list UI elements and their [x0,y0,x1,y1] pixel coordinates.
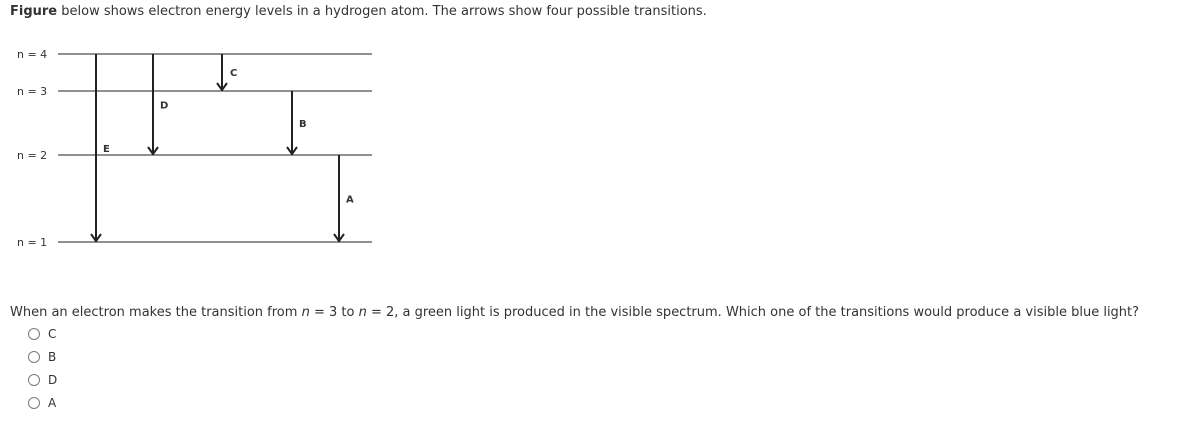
question-part-3: = 2, a green light is produced in the visible spectrum. Which one of the transitions would produce a visible blue light? [366,305,1140,320]
option-c[interactable] [28,322,57,345]
option-label: B [48,349,57,364]
option-label: C [48,326,57,341]
transition-label-b: B [299,119,307,130]
energy-level-diagram [0,0,400,260]
answer-options [28,322,57,414]
energy-level-label-n4: n = 4 [17,48,48,61]
radio-button[interactable] [28,328,40,340]
question-part-2: = 3 to [309,305,359,320]
option-a[interactable] [28,391,57,414]
transition-arrow-c [217,54,237,90]
radio-button[interactable] [28,374,40,386]
energy-level-label-n1: n = 1 [17,236,48,249]
figure-word: Figure [10,4,58,19]
transition-label-d: D [160,100,169,112]
option-label: A [48,395,57,410]
radio-button[interactable] [28,351,40,363]
transition-label-e: E [103,144,110,155]
option-label: D [48,372,58,387]
intro-sentence: below shows electron energy levels in a hydrogen atom. The arrows show four possible transitions. [57,4,707,19]
energy-level-label-n3: n = 3 [17,85,48,98]
radio-button[interactable] [28,397,40,409]
option-d[interactable] [28,368,57,391]
transition-arrow-b [287,91,307,154]
question-var-n-2: n [358,305,367,320]
transition-label-c: C [230,68,238,79]
question-text [10,304,1139,322]
transition-label-a: A [346,194,354,206]
transition-arrow-e [91,54,110,241]
question-var-n-1: n [301,305,310,320]
option-b[interactable] [28,345,57,368]
transition-arrow-d [148,54,168,154]
transition-arrow-a [334,155,354,241]
energy-level-label-n2: n = 2 [17,149,48,162]
question-part-1: When an electron makes the transition from [10,305,302,320]
